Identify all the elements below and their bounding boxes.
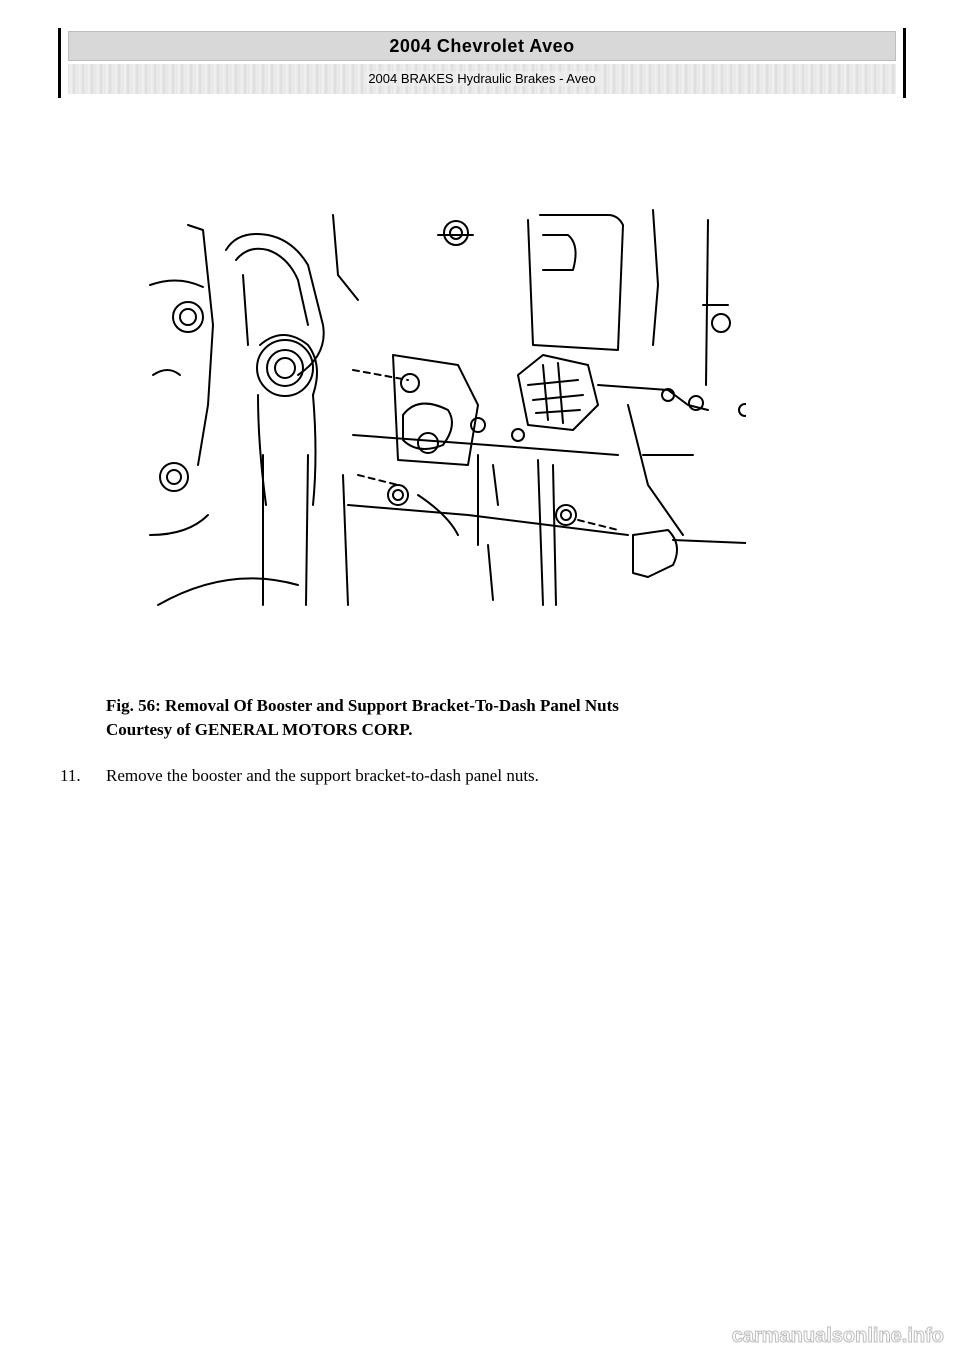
watermark-text: carmanualsonline.info <box>731 1325 944 1347</box>
figure-caption-title: Fig. 56: Removal Of Booster and Support Bracket-To-Dash Panel Nuts <box>106 696 619 715</box>
page-header <box>58 28 906 98</box>
brake-booster-illustration <box>148 205 746 610</box>
figure-caption-credit: Courtesy of GENERAL MOTORS CORP. <box>106 720 413 739</box>
figure-caption <box>106 694 826 742</box>
procedure-step <box>60 764 539 788</box>
document-title: 2004 Chevrolet Aveo <box>68 31 896 61</box>
document-subtitle-text: 2004 BRAKES Hydraulic Brakes - Aveo <box>364 71 599 86</box>
watermark-logo <box>726 1316 946 1350</box>
step-text: Remove the booster and the support bracket-to-dash panel nuts. <box>106 766 539 785</box>
step-number: 11. <box>60 766 81 785</box>
document-subtitle <box>68 64 896 94</box>
